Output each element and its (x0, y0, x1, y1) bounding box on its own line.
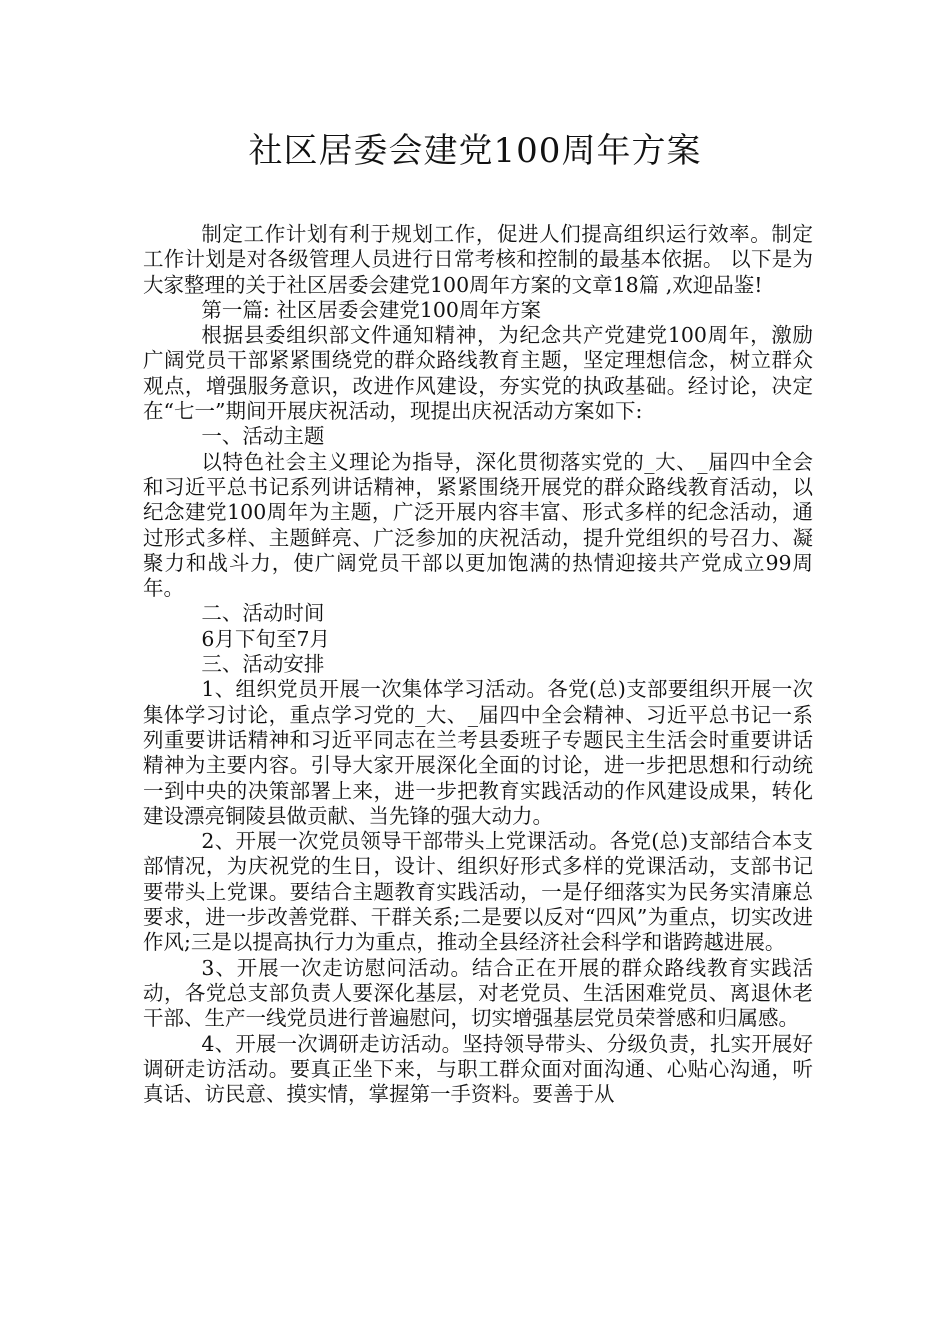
document-body (143, 222, 813, 1107)
section-heading-chapter-one: 第一篇: 社区居委会建党100周年方案 (201, 297, 541, 322)
time-paragraph: 6月下旬至7月 (201, 626, 331, 651)
arrangement-item-1: 1、组织党员开展一次集体学习活动。各党(总)支部要组织开展一次集体学习讨论，重点学习党的_大、_届四中全会精神、习近平总书记一系列重要讲话精神和习近平同志在兰考县委班子专题民主生活会时重要讲话精神为主要内容。引导大家开展深化全面的讨论，进一步把思想和行动统一到中央的决策部署上来，进一步把教育实践活动的作风建设成果，转化建设漂亮铜陵县做贡献、当先锋的强大动力。 (143, 677, 813, 828)
document-title: 社区居委会建党100周年方案 (248, 131, 702, 171)
section-heading-time: 二、活动时间 (201, 601, 325, 626)
section-heading-theme: 一、活动主题 (201, 424, 325, 449)
background-paragraph: 根据县委组织部文件通知精神，为纪念共产党建党100周年，激励广阔党员干部紧紧围绕党的群众路线教育主题，坚定理想信念，树立群众观点，增强服务意识，改进作风建设，夯实党的执政基础。经讨论，决定在“七一”期间开展庆祝活动，现提出庆祝活动方案如下: (143, 323, 813, 424)
arrangement-item-4: 4、开展一次调研走访活动。坚持领导带头、分级负责，扎实开展好调研走访活动。要真正坐下来，与职工群众面对面沟通、心贴心沟通，听真话、访民意、摸实情，掌握第一手资料。要善于从 (143, 1031, 813, 1107)
arrangement-item-3: 3、开展一次走访慰问活动。结合正在开展的群众路线教育实践活动，各党总支部负责人要深化基层，对老党员、生活困难党员、离退休老干部、生产一线党员进行普遍慰问，切实增强基层党员荣誉感和归属感。 (143, 955, 813, 1031)
theme-paragraph: 以特色社会主义理论为指导，深化贯彻落实党的_大、_届四中全会和习近平总书记系列讲话精神，紧紧围绕开展党的群众路线教育活动，以纪念建党100周年为主题，广泛开展内容丰富、形式多样的纪念活动，通过形式多样、主题鲜亮、广泛参加的庆祝活动，提升党组织的号召力、凝聚力和战斗力，使广阔党员干部以更加饱满的热情迎接共产党成立99周年。 (143, 449, 813, 601)
section-heading-arrangement: 三、活动安排 (201, 652, 325, 677)
arrangement-item-2: 2、开展一次党员领导干部带头上党课活动。各党(总)支部结合本支部情况，为庆祝党的生日，设计、组织好形式多样的党课活动，支部书记要带头上党课。要结合主题教育实践活动，一是仔细落实为民务实清廉总要求，进一步改善党群、干群关系;二是要以反对“四风”为重点，切实改进作风;三是以提高执行力为重点，推动全县经济社会科学和谐跨越进展。 (143, 829, 813, 955)
intro-paragraph: 制定工作计划有利于规划工作，促进人们提高组织运行效率。制定工作计划是对各级管理人员进行日常考核和控制的最基本依据。 以下是为大家整理的关于社区居委会建党100周年方案的文章18篇 ,欢迎品鉴! (143, 222, 813, 297)
